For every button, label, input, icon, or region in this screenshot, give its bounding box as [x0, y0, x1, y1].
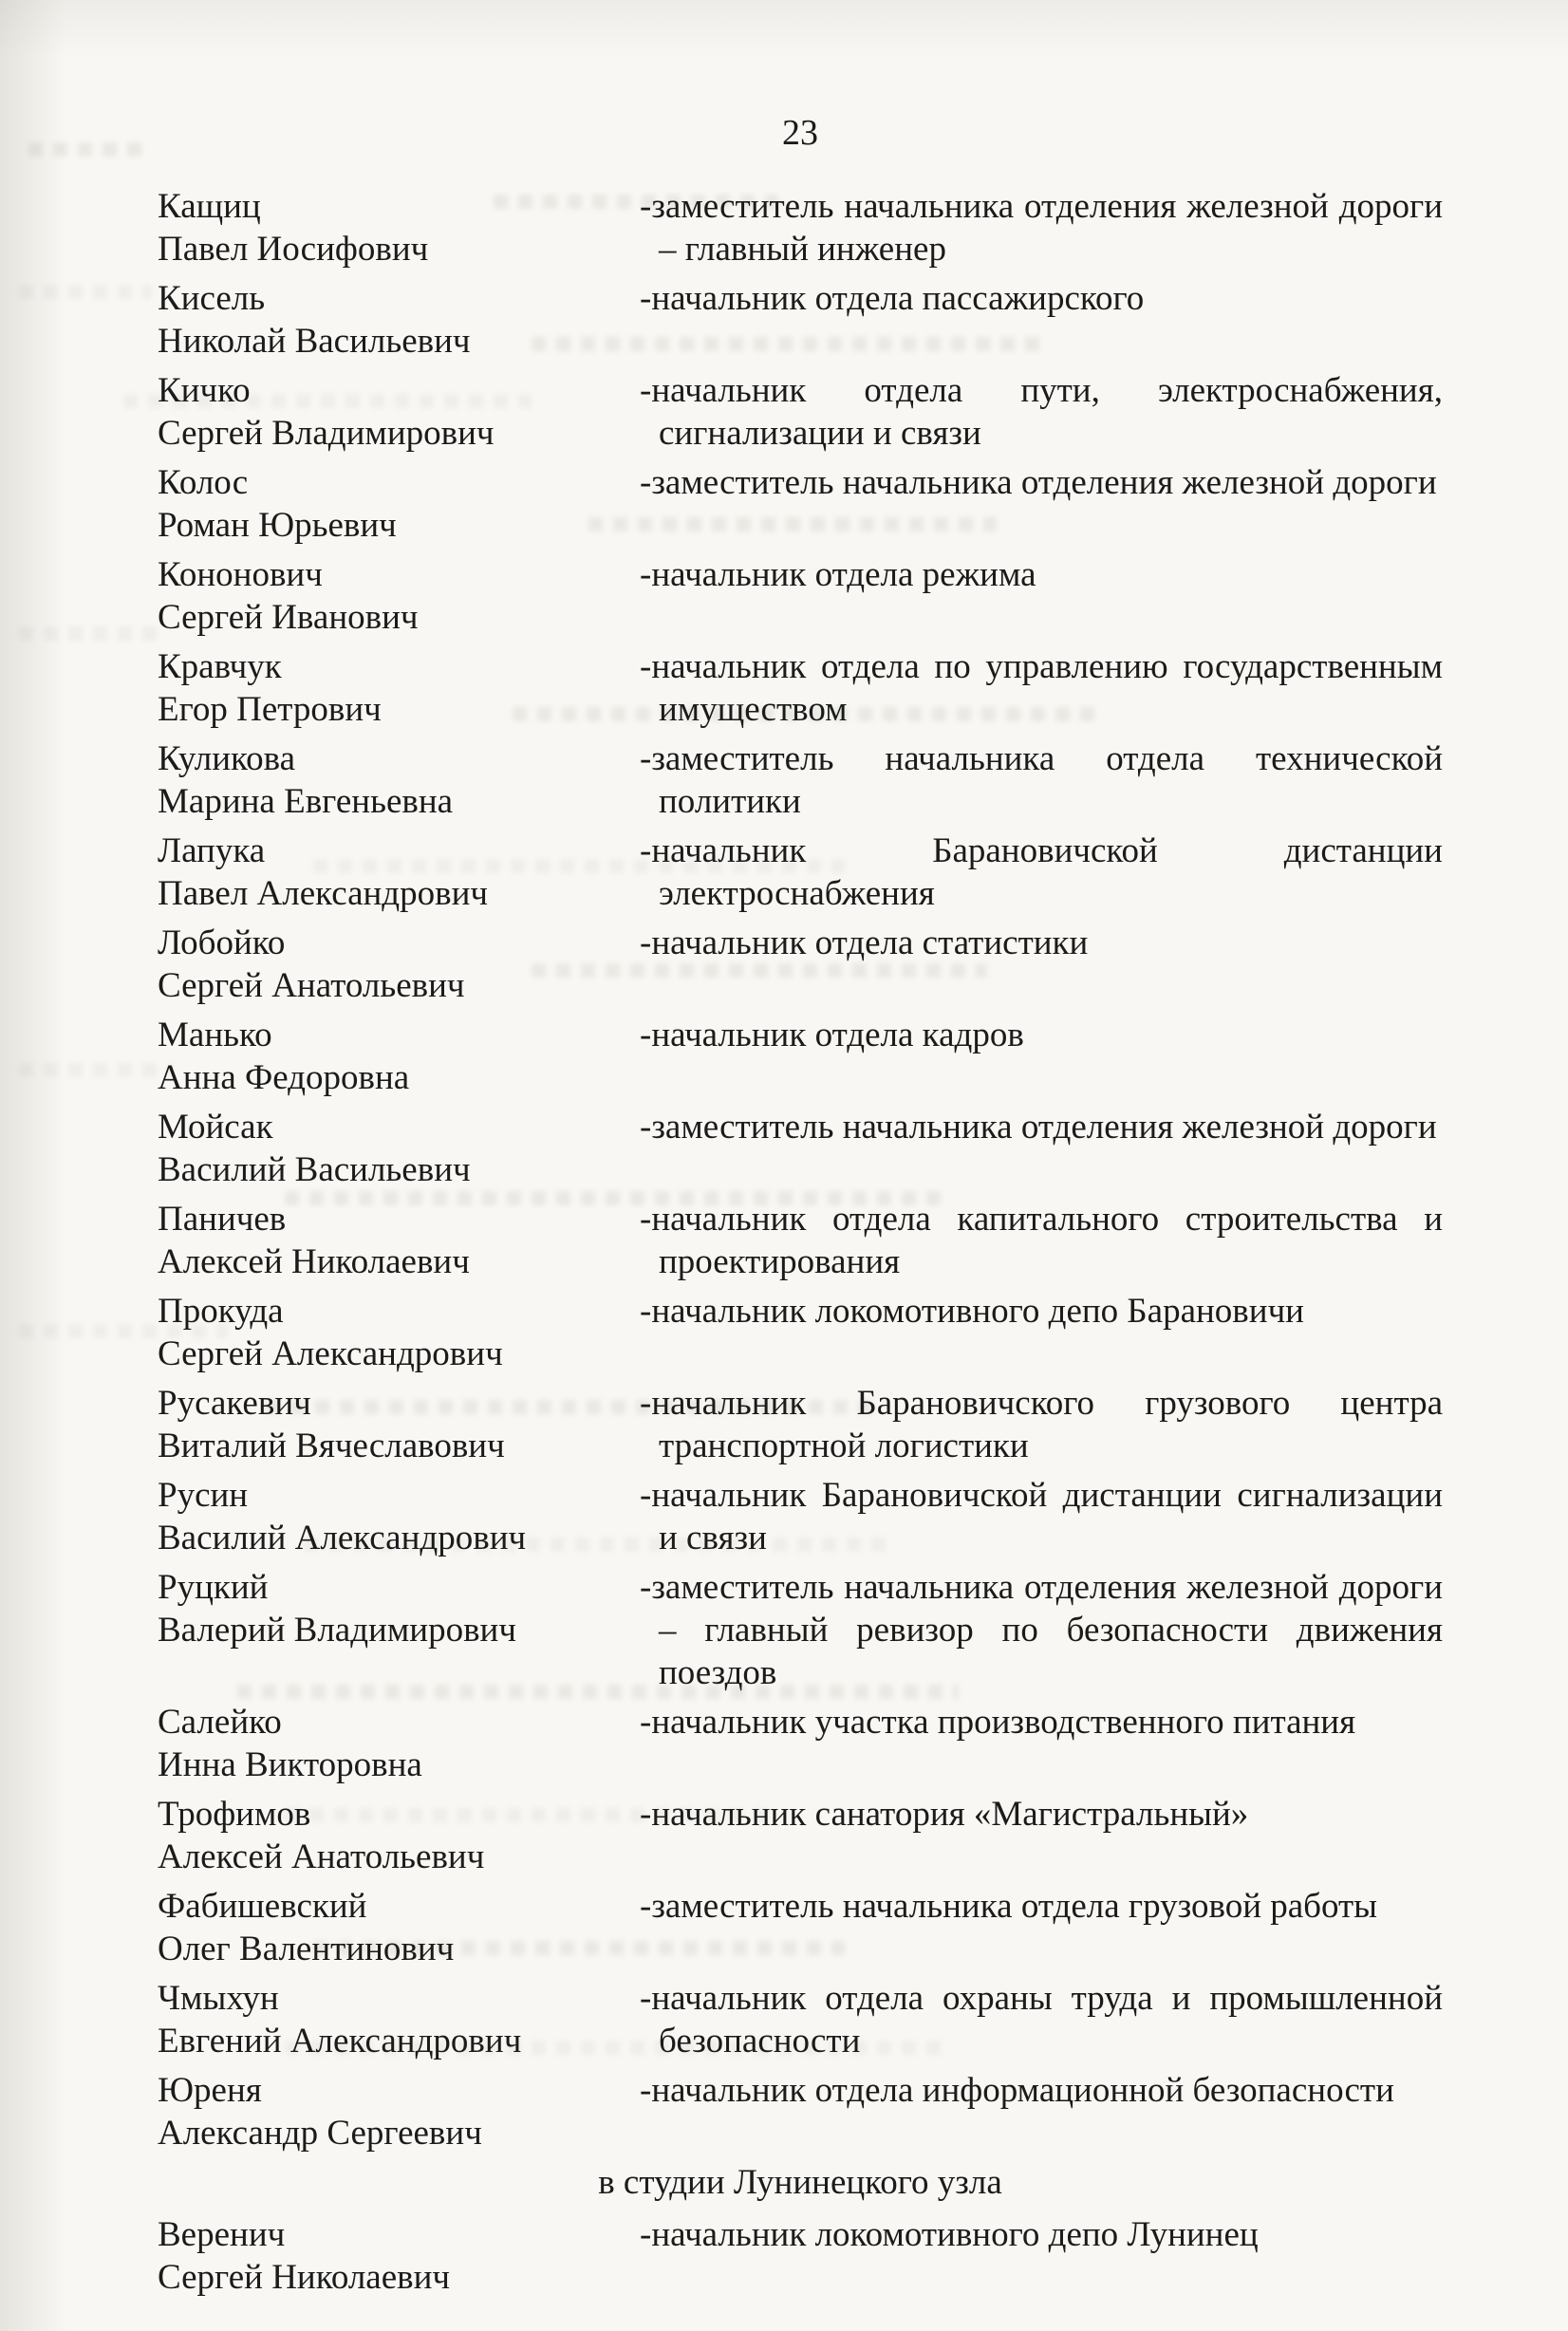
person-surname: Чмыхун — [158, 1979, 279, 2018]
person-surname: Трофимов — [158, 1795, 311, 1834]
roster-row — [158, 277, 1443, 363]
person-surname: Кононович — [158, 555, 323, 594]
person-given-names: Егор Петрович — [158, 690, 382, 729]
person-given-names: Роман Юрьевич — [158, 506, 397, 545]
person-position: -начальник отдела охраны труда и промышленной безопасности — [640, 1979, 1443, 2061]
person-given-names: Алексей Николаевич — [158, 1242, 470, 1281]
person-name — [158, 2069, 640, 2154]
roster-row — [158, 1793, 1443, 1878]
person-surname: Паничев — [158, 1200, 287, 1239]
person-surname: Прокуда — [158, 1292, 284, 1331]
person-position: -начальник отдела кадров — [640, 1016, 1024, 1054]
scan-artifact — [19, 1063, 171, 1077]
roster-row — [158, 369, 1443, 455]
roster-row — [158, 1566, 1443, 1694]
person-given-names: Сергей Иванович — [158, 598, 419, 637]
person-name — [158, 277, 640, 363]
person-given-names: Алексей Анатольевич — [158, 1837, 485, 1876]
person-position: -начальник локомотивного депо Барановичи — [640, 1292, 1304, 1331]
person-name — [158, 185, 640, 270]
person-given-names: Сергей Анатольевич — [158, 966, 465, 1005]
person-name — [158, 369, 640, 455]
person-surname: Мойсак — [158, 1108, 273, 1147]
roster-row — [158, 1198, 1443, 1283]
person-position: -заместитель начальника отдела грузовой работы — [640, 1887, 1378, 1926]
person-name — [158, 830, 640, 915]
person-name — [158, 1566, 640, 1694]
person-surname: Веренич — [158, 2215, 286, 2254]
person-position: -начальник отдела по управлению государственным имуществом — [640, 647, 1443, 729]
person-name — [158, 1106, 640, 1191]
roster-list-lunin — [158, 2213, 1443, 2299]
person-name — [158, 1290, 640, 1375]
person-given-names: Инна Викторовна — [158, 1745, 422, 1784]
person-name — [158, 1793, 640, 1878]
person-given-names: Сергей Владимирович — [158, 414, 495, 453]
person-surname: Русакевич — [158, 1384, 311, 1423]
person-name — [158, 737, 640, 823]
roster-row — [158, 1885, 1443, 1970]
person-name — [158, 1474, 640, 1559]
person-given-names: Александр Сергеевич — [158, 2114, 482, 2153]
person-given-names: Сергей Николаевич — [158, 2258, 451, 2297]
roster-row — [158, 922, 1443, 1007]
person-given-names: Валерий Владимирович — [158, 1611, 516, 1650]
person-position: -начальник Барановичской дистанции сигнализации и связи — [640, 1476, 1443, 1557]
person-given-names: Павел Иосифович — [158, 230, 429, 269]
roster-list — [158, 185, 1443, 2154]
person-surname: Лобойко — [158, 923, 286, 962]
person-name — [158, 922, 640, 1007]
roster-row — [158, 1977, 1443, 2062]
person-name — [158, 1701, 640, 1786]
person-surname: Фабишевский — [158, 1887, 367, 1926]
person-given-names: Евгений Александрович — [158, 2022, 522, 2061]
person-name — [158, 1014, 640, 1099]
scan-artifact — [28, 142, 142, 157]
person-name — [158, 1977, 640, 2062]
person-given-names: Виталий Вячеславович — [158, 1427, 505, 1465]
person-surname: Лапука — [158, 831, 266, 870]
person-position: -заместитель начальника отделения железной дороги – главный ревизор по безопасности движения поездов — [640, 1568, 1443, 1692]
person-surname: Кащиц — [158, 187, 261, 226]
roster-content — [158, 185, 1443, 2299]
person-position: -начальник отдела пути, электроснабжения, сигнализации и связи — [640, 371, 1443, 453]
person-given-names: Василий Васильевич — [158, 1150, 471, 1189]
person-given-names: Павел Александрович — [158, 874, 488, 913]
person-position: -начальник отдела пассажирского — [640, 279, 1145, 318]
roster-row — [158, 2069, 1443, 2154]
roster-row — [158, 1014, 1443, 1099]
page-number: 23 — [782, 113, 818, 153]
roster-row — [158, 1474, 1443, 1559]
person-name — [158, 1198, 640, 1283]
roster-row — [158, 1701, 1443, 1786]
roster-row — [158, 1290, 1443, 1375]
person-name — [158, 1885, 640, 1970]
roster-row — [158, 1106, 1443, 1191]
person-position: -начальник Барановичской дистанции электроснабжения — [640, 831, 1443, 913]
scan-artifact — [19, 285, 152, 299]
person-surname: Манько — [158, 1016, 272, 1054]
person-position: -начальник отдела информационной безопасности — [640, 2071, 1394, 2110]
section-heading: в студии Лунинецкого узла — [598, 2163, 1002, 2202]
person-given-names: Василий Александрович — [158, 1519, 527, 1557]
person-position: -начальник санатория «Магистральный» — [640, 1795, 1249, 1834]
roster-row — [158, 2213, 1443, 2299]
roster-row — [158, 185, 1443, 270]
person-position: -заместитель начальника отделения железной дороги — [640, 1108, 1437, 1147]
person-position: -заместитель начальника отделения железной дороги — [640, 463, 1437, 502]
person-surname: Кравчук — [158, 647, 282, 686]
person-name — [158, 645, 640, 731]
person-position: -начальник локомотивного депо Лунинец — [640, 2215, 1259, 2254]
person-given-names: Марина Евгеньевна — [158, 782, 454, 821]
person-surname: Кисель — [158, 279, 266, 318]
person-position: -заместитель начальника отдела технической политики — [640, 739, 1443, 821]
person-surname: Кичко — [158, 371, 251, 410]
roster-row — [158, 737, 1443, 823]
person-surname: Салейко — [158, 1703, 282, 1742]
person-position: -начальник участка производственного питания — [640, 1703, 1356, 1742]
person-surname: Юреня — [158, 2071, 262, 2110]
person-given-names: Сергей Александрович — [158, 1334, 503, 1373]
roster-row — [158, 645, 1443, 731]
person-position: -начальник отдела режима — [640, 555, 1036, 594]
person-position: -начальник отдела капитального строительства и проектирования — [640, 1200, 1443, 1281]
roster-row — [158, 553, 1443, 639]
person-position: -заместитель начальника отделения железной дороги – главный инженер — [640, 187, 1443, 269]
person-name — [158, 553, 640, 639]
person-name — [158, 1382, 640, 1467]
person-position: -начальник Барановичского грузового центра транспортной логистики — [640, 1384, 1443, 1465]
person-surname: Русин — [158, 1476, 249, 1515]
person-given-names: Анна Федоровна — [158, 1058, 410, 1097]
person-name — [158, 461, 640, 547]
person-position: -начальник отдела статистики — [640, 923, 1089, 962]
roster-row — [158, 1382, 1443, 1467]
person-surname: Колос — [158, 463, 249, 502]
person-surname: Руцкий — [158, 1568, 269, 1607]
scan-artifact — [19, 626, 161, 641]
person-name — [158, 2213, 640, 2299]
roster-row — [158, 830, 1443, 915]
person-surname: Куликова — [158, 739, 296, 778]
person-given-names: Николай Васильевич — [158, 322, 471, 361]
person-given-names: Олег Валентинович — [158, 1930, 455, 1968]
roster-row — [158, 461, 1443, 547]
